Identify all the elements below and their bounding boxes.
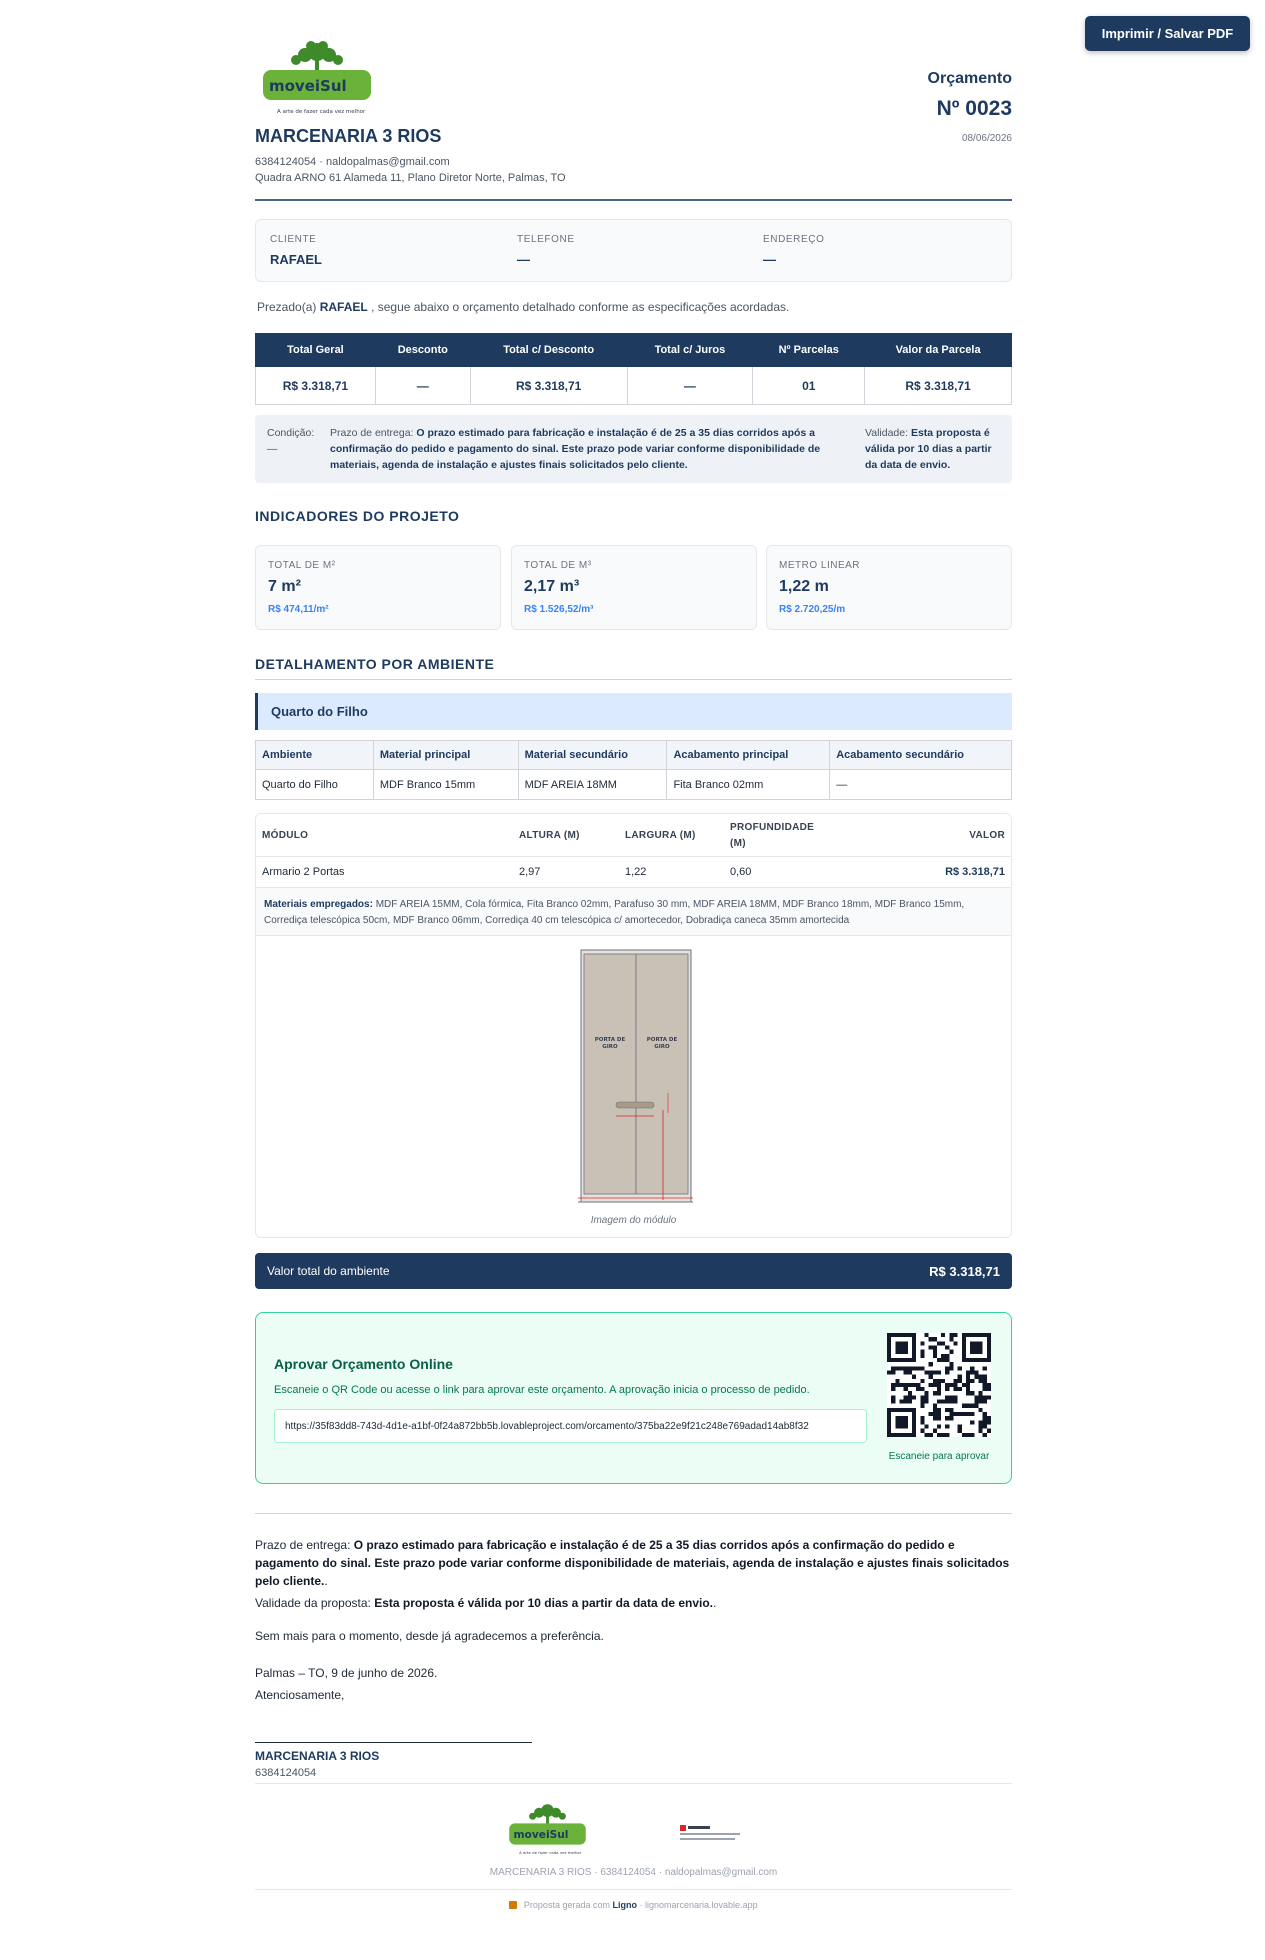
- indicator-card-m3: TOTAL DE M³ 2,17 m³ R$ 1.526,52/m³: [511, 545, 757, 630]
- document-header: [255, 0, 1012, 200]
- client-card: [255, 219, 1012, 282]
- summary-header: Total c/ Desconto: [470, 334, 627, 367]
- module-col-header: MÓDULO: [262, 830, 309, 841]
- depth-col-header-unit: (M): [730, 838, 746, 849]
- room-col-header: Ambiente: [256, 741, 374, 770]
- room-header-row: [256, 741, 1012, 770]
- client-address-field: [763, 234, 824, 267]
- value-col-header: VALOR: [969, 830, 1005, 841]
- indicators-title: INDICADORES DO PROJETO: [255, 508, 460, 524]
- room-total-value: R$ 3.318,71: [929, 1264, 1000, 1279]
- module-height: 2,97: [519, 866, 541, 878]
- document-date: 08/06/2026: [961, 133, 1012, 144]
- summary-values-row: [256, 367, 1012, 405]
- module-image-caption: Imagem do módulo: [590, 1215, 677, 1226]
- detail-divider: [255, 679, 1012, 680]
- closing-validity: Validade da proposta: Esta proposta é válida por 10 dias a partir da data de envio..: [255, 1596, 717, 1610]
- signature-phone: 6384124054: [255, 1767, 317, 1779]
- detail-title: DETALHAMENTO POR AMBIENTE: [255, 656, 495, 672]
- footer-generated: Proposta gerada com Ligno · lignomarcenaria.lovable.app: [255, 1900, 1012, 1910]
- closing-regards: Atenciosamente,: [255, 1688, 345, 1702]
- summary-total-juros: —: [627, 367, 753, 405]
- module-name: Armario 2 Portas: [262, 866, 345, 878]
- company-name: MARCENARIA 3 RIOS: [255, 126, 442, 146]
- closing-divider: [255, 1513, 1012, 1514]
- qr-caption: Escaneie para aprovar: [888, 1451, 990, 1462]
- client-name-label: CLIENTE: [270, 234, 317, 245]
- closing-thanks: Sem mais para o momento, desde já agradecemos a preferência.: [255, 1629, 604, 1643]
- approve-description: Escaneie o QR Code ou acesse o link para aprovar este orçamento. A aprovação inicia o processo de pedido.: [274, 1384, 810, 1396]
- width-col-header: LARGURA (M): [625, 830, 696, 841]
- height-col-header: ALTURA (M): [519, 830, 580, 841]
- condition-field: Condição: —: [267, 427, 315, 455]
- signature-name: MARCENARIA 3 RIOS: [255, 1749, 380, 1763]
- client-address: —: [763, 252, 776, 267]
- client-name: RAFAEL: [270, 252, 322, 267]
- footer-logo: [505, 1800, 590, 1858]
- quote-document: [255, 0, 1012, 1910]
- room-cell: Fita Branco 02mm: [667, 770, 830, 800]
- summary-total-desconto: R$ 3.318,71: [470, 367, 627, 405]
- room-col-header: Material secundário: [518, 741, 667, 770]
- room-cell: MDF Branco 15mm: [373, 770, 518, 800]
- svg-text:GIRO: GIRO: [654, 1044, 670, 1050]
- closing-place-date: Palmas – TO, 9 de junho de 2026.: [255, 1666, 438, 1680]
- module-depth: 0,60: [730, 866, 752, 878]
- client-address-label: ENDEREÇO: [763, 234, 825, 245]
- svg-text:A arte de fazer cada vez melho: A arte de fazer cada vez melhor: [277, 109, 366, 115]
- summary-valor-parcela: R$ 3.318,71: [865, 367, 1012, 405]
- room-cell: MDF AREIA 18MM: [518, 770, 667, 800]
- footer-divider-2: [255, 1889, 1012, 1890]
- module-width: 1,22: [625, 866, 647, 878]
- room-col-header: Acabamento principal: [667, 741, 830, 770]
- module-row: [256, 857, 1011, 888]
- approve-link[interactable]: https://35f83dd8-743d-4d1e-a1bf-0f24a872bb5b.lovableproject.com/orcamento/375ba22e9f21c248e769adad14ab8f32: [274, 1409, 867, 1443]
- room-values-row: [256, 770, 1012, 800]
- footer-divider: [255, 1783, 1012, 1784]
- room-total-bar: [255, 1253, 1012, 1289]
- room-materials-table: [255, 740, 1012, 800]
- print-save-pdf-button[interactable]: Imprimir / Salvar PDF: [1085, 16, 1250, 51]
- module-card: [255, 813, 1012, 1238]
- room-name: Quarto do Filho: [271, 704, 368, 719]
- closing-delivery: Prazo de entrega: O prazo estimado para fabricação e instalação é de 25 a 35 dias corridos após a confirmação do pedido e pagamento do sinal. Este prazo pode variar conforme disponibilidade de materiais, agenda de instalação e ajustes finais solicitados pelo cliente..: [255, 1538, 1010, 1588]
- footer-seal-image: [680, 1823, 760, 1845]
- client-phone: —: [517, 252, 530, 267]
- svg-text:PORTA DE: PORTA DE: [646, 1037, 678, 1043]
- summary-header-row: [256, 334, 1012, 367]
- depth-col-header: PROFUNDIDADE: [730, 822, 815, 833]
- module-image: [578, 948, 693, 1204]
- summary-desconto: —: [375, 367, 470, 405]
- svg-text:A arte de fazer cada vez melho: A arte de fazer cada vez melhor: [519, 1849, 582, 1855]
- footer-contact: MARCENARIA 3 RIOS · 6384124054 · naldopalmas@gmail.com: [489, 1867, 778, 1878]
- summary-total-geral: R$ 3.318,71: [256, 367, 376, 405]
- module-header-row: [256, 814, 1011, 857]
- header-divider: [255, 199, 1012, 201]
- room-col-header: Acabamento secundário: [830, 741, 1012, 770]
- company-logo: [257, 38, 377, 118]
- svg-text:moveiSul: moveiSul: [513, 1828, 569, 1842]
- client-name-field: [270, 234, 322, 267]
- svg-text:moveiSul: moveiSul: [269, 77, 347, 95]
- summary-header: Total Geral: [256, 334, 376, 367]
- module-value: R$ 3.318,71: [945, 866, 1005, 878]
- indicator-card-m2: TOTAL DE M² 7 m² R$ 474,11/m²: [255, 545, 501, 630]
- approve-online-card: [255, 1312, 1012, 1484]
- svg-text:PORTA DE: PORTA DE: [594, 1037, 626, 1043]
- greeting-text: Prezado(a) RAFAEL , segue abaixo o orçamento detalhado conforme as especificações acordadas.: [257, 300, 790, 314]
- company-address: Quadra ARNO 61 Alameda 11, Plano Diretor Norte, Palmas, TO: [255, 172, 566, 184]
- room-cell: Quarto do Filho: [256, 770, 374, 800]
- client-phone-label: TELEFONE: [517, 234, 575, 245]
- summary-parcelas: 01: [753, 367, 865, 405]
- document-type: Orçamento: [927, 70, 1012, 87]
- svg-text:GIRO: GIRO: [602, 1044, 618, 1050]
- room-cell: —: [830, 770, 1012, 800]
- room-header: [255, 693, 1012, 730]
- materials-used: Materiais empregados: MDF AREIA 15MM, Cola fórmica, Fita Branco 02mm, Parafuso 30 mm, MDF AREIA 18MM, MDF Branco 18mm, MDF Branco 15mm, Corrediça telescópica 50cm, MDF Branco 06mm, Corrediça 40 cm telescópica c/ amortecedor, Dobradiça caneca 35mm amortecida: [256, 888, 1011, 936]
- approve-title: Aprovar Orçamento Online: [274, 1356, 453, 1372]
- delivery-term: Prazo de entrega: O prazo estimado para fabricação e instalação é de 25 a 35 dias corridos após a confirmação do pedido e pagamento do sinal. Este prazo pode variar conforme disponibilidade de materiais, agenda de instalação e ajustes finais solicitados pelo cliente.: [330, 427, 821, 471]
- room-col-header: Material principal: [373, 741, 518, 770]
- document-number: Nº 0023: [936, 97, 1012, 120]
- client-phone-field: [517, 234, 575, 267]
- qr-code-icon[interactable]: [887, 1333, 991, 1437]
- validity-term: Validade: Esta proposta é válida por 10 dias a partir da data de envio.: [865, 427, 992, 471]
- company-contact: 6384124054 · naldopalmas@gmail.com: [255, 156, 450, 168]
- ligno-icon: [509, 1901, 517, 1909]
- summary-header: Nº Parcelas: [753, 334, 865, 367]
- summary-header: Total c/ Juros: [627, 334, 753, 367]
- room-total-label: Valor total do ambiente: [267, 1264, 390, 1278]
- signature-line: [255, 1742, 532, 1743]
- summary-header: Valor da Parcela: [865, 334, 1012, 367]
- summary-header: Desconto: [375, 334, 470, 367]
- conditions-box: [255, 415, 1012, 483]
- summary-table: [255, 333, 1012, 405]
- indicator-card-linear: METRO LINEAR 1,22 m R$ 2.720,25/m: [766, 545, 1012, 630]
